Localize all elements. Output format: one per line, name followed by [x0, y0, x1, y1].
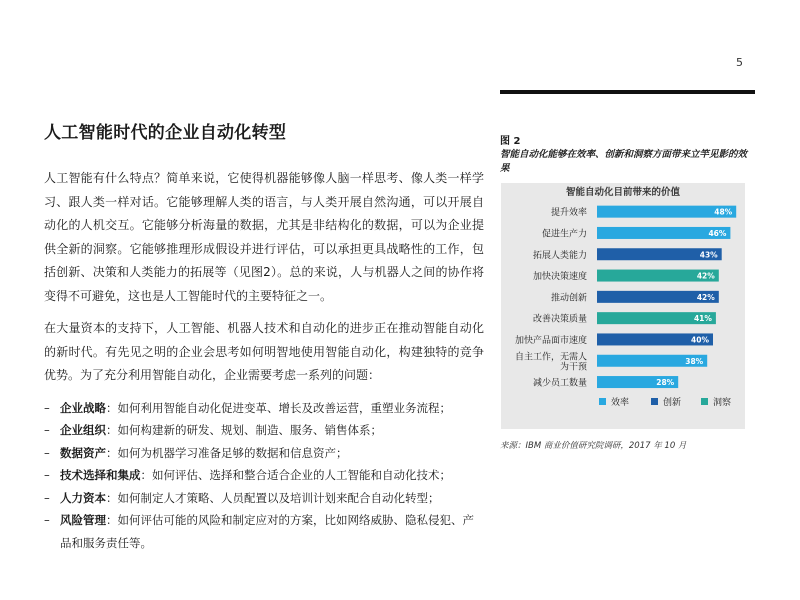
bar-category-label: 减少员工数量 [532, 378, 587, 389]
question-text: 如何构建新的研发、规划、制造、服务、销售体系； [117, 423, 382, 437]
article-title: 人工智能时代的企业自动化转型 [44, 123, 287, 143]
question-text: 如何评估可能的风险和制定应对的方案，比如网络威胁、隐私侵犯、产品和服务责任等。 [60, 513, 474, 550]
question-separator: ： [106, 445, 118, 460]
bar-value-label: 42% [696, 271, 715, 281]
question-term: 风险管理 [60, 513, 106, 527]
bar-value-label: 48% [714, 207, 733, 217]
figure-title: 智能自动化能够在效率、创新和洞察方面带来立竿见影的效果 [500, 149, 748, 174]
bullet-dash: – [44, 490, 50, 505]
article-body [44, 118, 484, 554]
bullet-dash: – [44, 513, 50, 527]
figure-label: 图 2 [500, 136, 521, 147]
paragraph-intro: 人工智能有什么特点？简单来说，它使得机器能够像人脑一样思考、像人类一样学习、跟人类一样对话。它能够理解人类的语言，与人类开展自然沟通，可以开展自动化的人机交互。它能够分析海量的数据，尤其是非结构化的数据，可以为企业提供全新的洞察。它能够推理形成假设并进行评估，可以承担更具战略性的工作，包括创新、决策和人类能力的拓展等（见图2）。总的来说，人与机器人之间的协作将变得不可避免，这也是人工智能时代的主要特征之一。 [44, 171, 484, 303]
legend-label: 洞察 [713, 398, 732, 408]
bar-value-label: 43% [699, 250, 718, 260]
question-text: 如何利用智能自动化促进变革、增长及改善运营，重塑业务流程； [117, 400, 451, 415]
question-separator: ： [106, 423, 118, 437]
bar-category-label: 自主工作，无需人 [514, 352, 587, 363]
bar-chart [501, 183, 745, 429]
question-term: 人力资本 [60, 490, 106, 505]
question-list [44, 397, 484, 555]
question-item [44, 509, 484, 554]
question-separator: ： [106, 513, 118, 527]
question-item [44, 487, 484, 510]
bar-category-label: 加快产品面市速度 [514, 335, 587, 346]
question-separator: ： [106, 400, 118, 415]
bar-value-label: 42% [696, 292, 715, 302]
question-separator: ： [106, 490, 118, 505]
page-number: 5 [736, 56, 743, 69]
question-text: 如何评估、选择和整合适合企业的人工智能和自动化技术； [152, 468, 451, 482]
question-term: 技术选择和集成 [60, 468, 141, 482]
question-text: 如何为机器学习准备足够的数据和信息资产； [117, 445, 348, 460]
bar-category-label: 改善决策质量 [532, 314, 587, 325]
bar-value-label: 46% [708, 228, 727, 238]
question-text: 如何制定人才策略、人员配置以及培训计划来配合自动化转型； [117, 490, 440, 505]
question-item [44, 464, 484, 487]
question-term: 企业战略 [60, 400, 106, 415]
chart-canvas [501, 183, 745, 429]
bar-value-label: 41% [693, 314, 712, 324]
legend-swatch [701, 398, 708, 405]
question-term: 企业组织 [60, 423, 106, 437]
bullet-dash: – [44, 400, 50, 415]
figure-header [500, 132, 755, 176]
legend-swatch [599, 398, 606, 405]
bar-category-label: 为干预 [559, 362, 587, 373]
bar-category-label: 加快决策速度 [532, 272, 587, 283]
paragraph-context: 在大量资本的支持下，人工智能、机器人技术和自动化的进步正在推动智能自动化的新时代。有先见之明的企业会思考如何明智地使用智能自动化，构建独特的竞争优势。为了充分利用智能自动化，企业需要考虑一系列的问题： [44, 321, 484, 382]
bar-category-label: 提升效率 [550, 208, 587, 219]
bar-value-label: 38% [685, 356, 704, 366]
bullet-dash: – [44, 445, 50, 460]
bar-value-label: 40% [691, 335, 709, 345]
legend-label: 效率 [611, 398, 630, 408]
legend-label: 创新 [663, 398, 682, 408]
figure-source: 来源：IBM 商业价值研究院调研，2017 年 10 月 [500, 441, 687, 451]
top-rule [500, 90, 755, 94]
question-item [44, 419, 484, 442]
question-item [44, 397, 484, 420]
bullet-dash: – [44, 468, 50, 482]
bar-value-label: 28% [656, 378, 675, 388]
question-separator: ： [140, 468, 152, 482]
bar-category-label: 促进生产力 [541, 229, 587, 240]
chart-title: 智能自动化目前带来的价值 [565, 187, 681, 198]
bullet-dash: – [44, 423, 50, 437]
legend-swatch [651, 398, 658, 405]
bar-category-label: 拓展人类能力 [532, 250, 587, 261]
question-term: 数据资产 [60, 445, 106, 460]
question-item [44, 442, 484, 465]
bar-category-label: 推动创新 [550, 293, 587, 304]
